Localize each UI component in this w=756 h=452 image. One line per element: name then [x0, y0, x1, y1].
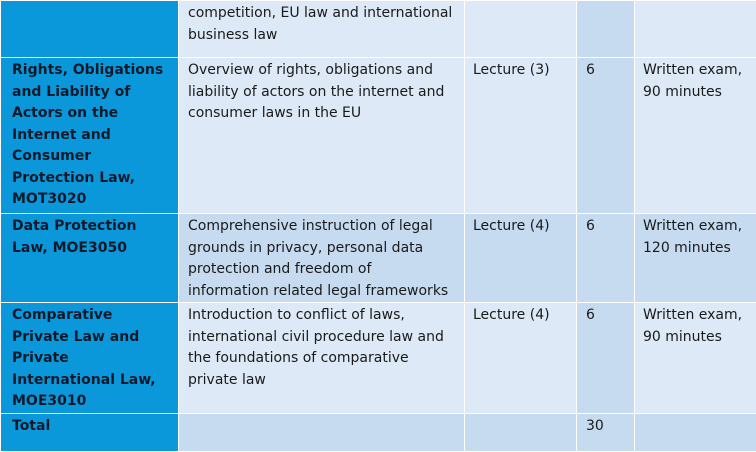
teaching-type-cell	[465, 1, 577, 58]
teaching-type-cell: Lecture (4)	[465, 303, 577, 414]
description-cell: competition, EU law and international business law	[179, 1, 465, 58]
teaching-type-cell: Lecture (4)	[465, 214, 577, 303]
table-row	[1, 303, 756, 414]
description-cell: Overview of rights, obligations and liability of actors on the internet and consumer laws in the EU	[179, 58, 465, 214]
credits-cell: 6	[577, 303, 635, 414]
description-cell: Comprehensive instruction of legal grounds in privacy, personal data protection and freedom of information related legal frameworks	[179, 214, 465, 303]
table-row	[1, 58, 756, 214]
exam-cell: Written exam, 90 minutes	[635, 303, 756, 414]
table-row-total	[1, 413, 756, 451]
exam-cell	[635, 413, 756, 451]
module-name-cell: Comparative Private Law and Private International Law, MOE3010	[1, 303, 179, 414]
exam-cell: Written exam, 120 minutes	[635, 214, 756, 303]
table-row	[1, 214, 756, 303]
total-credits-cell: 30	[577, 413, 635, 451]
credits-cell: 6	[577, 214, 635, 303]
credits-cell	[577, 1, 635, 58]
exam-cell: Written exam, 90 minutes	[635, 58, 756, 214]
credits-cell: 6	[577, 58, 635, 214]
module-name-cell: Data Protection Law, MOE3050	[1, 214, 179, 303]
module-name-cell: Rights, Obligations and Liability of Actors on the Internet and Consumer Protection Law, MOT3020	[1, 58, 179, 214]
module-name-cell	[1, 1, 179, 58]
description-cell: Introduction to conflict of laws, international civil procedure law and the foundations of comparative private law	[179, 303, 465, 414]
exam-cell	[635, 1, 756, 58]
table-row	[1, 1, 756, 58]
total-label-cell: Total	[1, 413, 179, 451]
teaching-type-cell	[465, 413, 577, 451]
description-cell	[179, 413, 465, 451]
teaching-type-cell: Lecture (3)	[465, 58, 577, 214]
